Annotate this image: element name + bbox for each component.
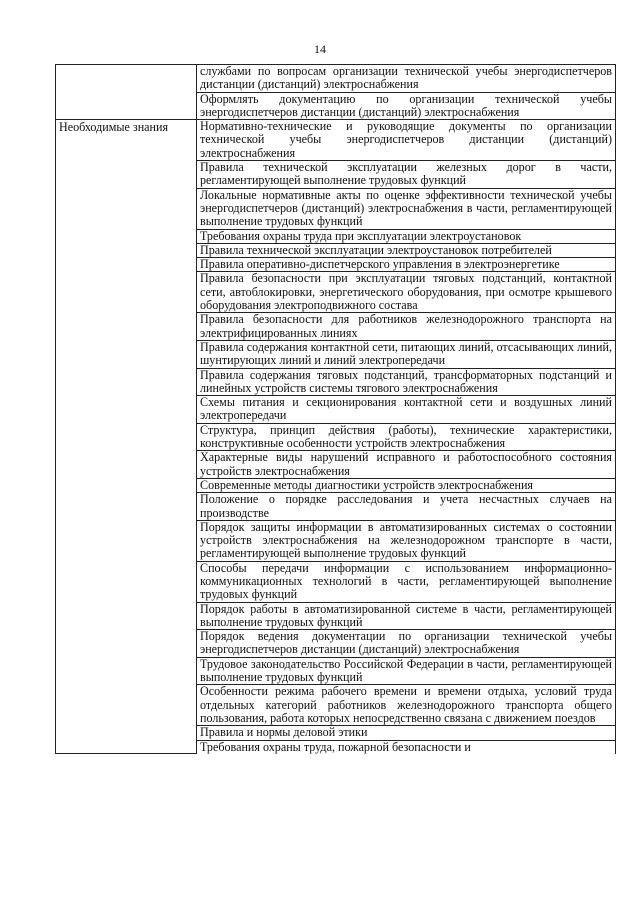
table-row [56, 120, 616, 161]
knowledge-item: Правила оперативно-диспетчерского управления в электроэнергетике [197, 258, 616, 272]
knowledge-item: Правила и нормы деловой этики [197, 726, 616, 740]
table-row [56, 65, 616, 93]
requirements-table [55, 64, 616, 754]
skill-item: Оформлять документацию по организации технической учебы энергодиспетчеров дистанции (дистанций) электроснабжения [197, 92, 616, 120]
knowledge-item: Порядок ведения документации по организации технической учебы энергодиспетчеров дистанции (дистанций) электроснабжения [197, 630, 616, 658]
knowledge-item: Правила содержания контактной сети, питающих линий, отсасывающих линий, шунтирующих линий и линий электропередачи [197, 340, 616, 368]
skill-item: службами по вопросам организации технической учебы энергодиспетчеров дистанции (дистанций) электроснабжения [197, 65, 616, 93]
knowledge-item: Порядок защиты информации в автоматизированных системах о состоянии устройств электроснабжения на железнодорожном транспорте в части, регламентирующей выполнение трудовых функций [197, 520, 616, 561]
knowledge-item: Особенности режима рабочего времени и времени отдыха, условий труда отдельных категорий работников железнодорожного транспорта общего пользования, работа которых непосредственно связана с движением поездов [197, 685, 616, 726]
knowledge-item: Правила технической эксплуатации электроустановок потребителей [197, 243, 616, 257]
knowledge-item: Правила безопасности при эксплуатации тяговых подстанций, контактной сети, автоблокировки, энергетического оборудования, при осмотре крышевого оборудования электроподвижного состава [197, 272, 616, 313]
knowledge-item: Трудовое законодательство Российской Федерации в части, регламентирующей выполнение трудовых функций [197, 657, 616, 685]
knowledge-item: Порядок работы в автоматизированной системе в части, регламентирующей выполнение трудовых функций [197, 602, 616, 630]
page-number: 14 [314, 42, 326, 56]
knowledge-item: Современные методы диагностики устройств электроснабжения [197, 478, 616, 492]
knowledge-item: Правила безопасности для работников железнодорожного транспорта на электрифицированных линиях [197, 313, 616, 341]
knowledge-item: Положение о порядке расследования и учета несчастных случаев на производстве [197, 493, 616, 521]
knowledge-item: Правила содержания тяговых подстанций, трансформаторных подстанций и линейных устройств системы тягового электроснабжения [197, 368, 616, 396]
knowledge-item: Способы передачи информации с использованием информационно-коммуникационных технологий в части, регламентирующей выполнение трудовых функций [197, 561, 616, 602]
knowledge-item: Структура, принцип действия (работы), технические характеристики, конструктивные особенности устройств электроснабжения [197, 423, 616, 451]
label-cell-continued [56, 65, 197, 120]
knowledge-item: Правила технической эксплуатации железных дорог в части, регламентирующей выполнение трудовых функций [197, 161, 616, 189]
knowledge-item: Нормативно-технические и руководящие документы по организации технической учебы энергодиспетчеров дистанции (дистанций) электроснабжения [197, 120, 616, 161]
knowledge-item: Характерные виды нарушений исправного и работоспособного состояния устройств электроснабжения [197, 451, 616, 479]
section-label-necessary-knowledge: Необходимые знания [56, 120, 197, 754]
knowledge-item: Локальные нормативные акты по оценке эффективности технической учебы энергодиспетчеров (дистанций) электроснабжения в части, регламентирующей выполнение трудовых функций [197, 188, 616, 229]
knowledge-item: Требования охраны труда при эксплуатации электроустановок [197, 229, 616, 243]
knowledge-item: Схемы питания и секционирования контактной сети и воздушных линий электропередачи [197, 396, 616, 424]
knowledge-item: Требования охраны труда, пожарной безопасности и [197, 740, 616, 754]
